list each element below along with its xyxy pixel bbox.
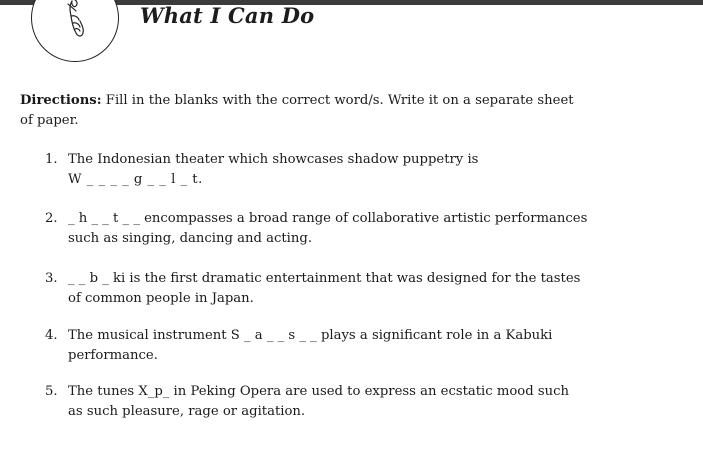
item-number: 2.: [45, 211, 58, 226]
directions-text-line2: of paper.: [20, 112, 79, 128]
crossed-fingers-hand-icon: [31, 0, 119, 62]
page-title: What I Can Do: [140, 3, 315, 28]
item-text-line2: W _ _ _ _ g _ _ l _ t.: [68, 172, 203, 187]
item-number: 1.: [45, 152, 58, 167]
item-number: 4.: [45, 328, 58, 343]
item-text-line1: _ h _ _ t _ _ encompasses a broad range of collaborative artistic performances: [68, 211, 588, 226]
directions-label: Directions:: [20, 93, 102, 108]
item-text-line2: such as singing, dancing and acting.: [68, 231, 313, 246]
item-number: 3.: [45, 271, 58, 286]
item-text-line2: as such pleasure, rage or agitation.: [68, 404, 306, 419]
item-text-line1: The musical instrument S _ a _ _ s _ _ plays a significant role in a Kabuki: [68, 328, 553, 343]
item-text-line1: The tunes X_p_ in Peking Opera are used to express an ecstatic mood such: [68, 384, 570, 399]
directions-text-line1: Fill in the blanks with the correct word/s. Write it on a separate sheet: [105, 93, 574, 108]
item-text-line1: _ _ b _ ki is the first dramatic entertainment that was designed for the tastes: [68, 271, 581, 286]
item-text-line2: of common people in Japan.: [68, 291, 254, 306]
directions-paragraph: [20, 91, 660, 130]
item-number: 5.: [45, 384, 58, 399]
item-text-line1: The Indonesian theater which showcases shadow puppetry is: [68, 152, 479, 167]
item-text-line2: performance.: [68, 348, 158, 363]
